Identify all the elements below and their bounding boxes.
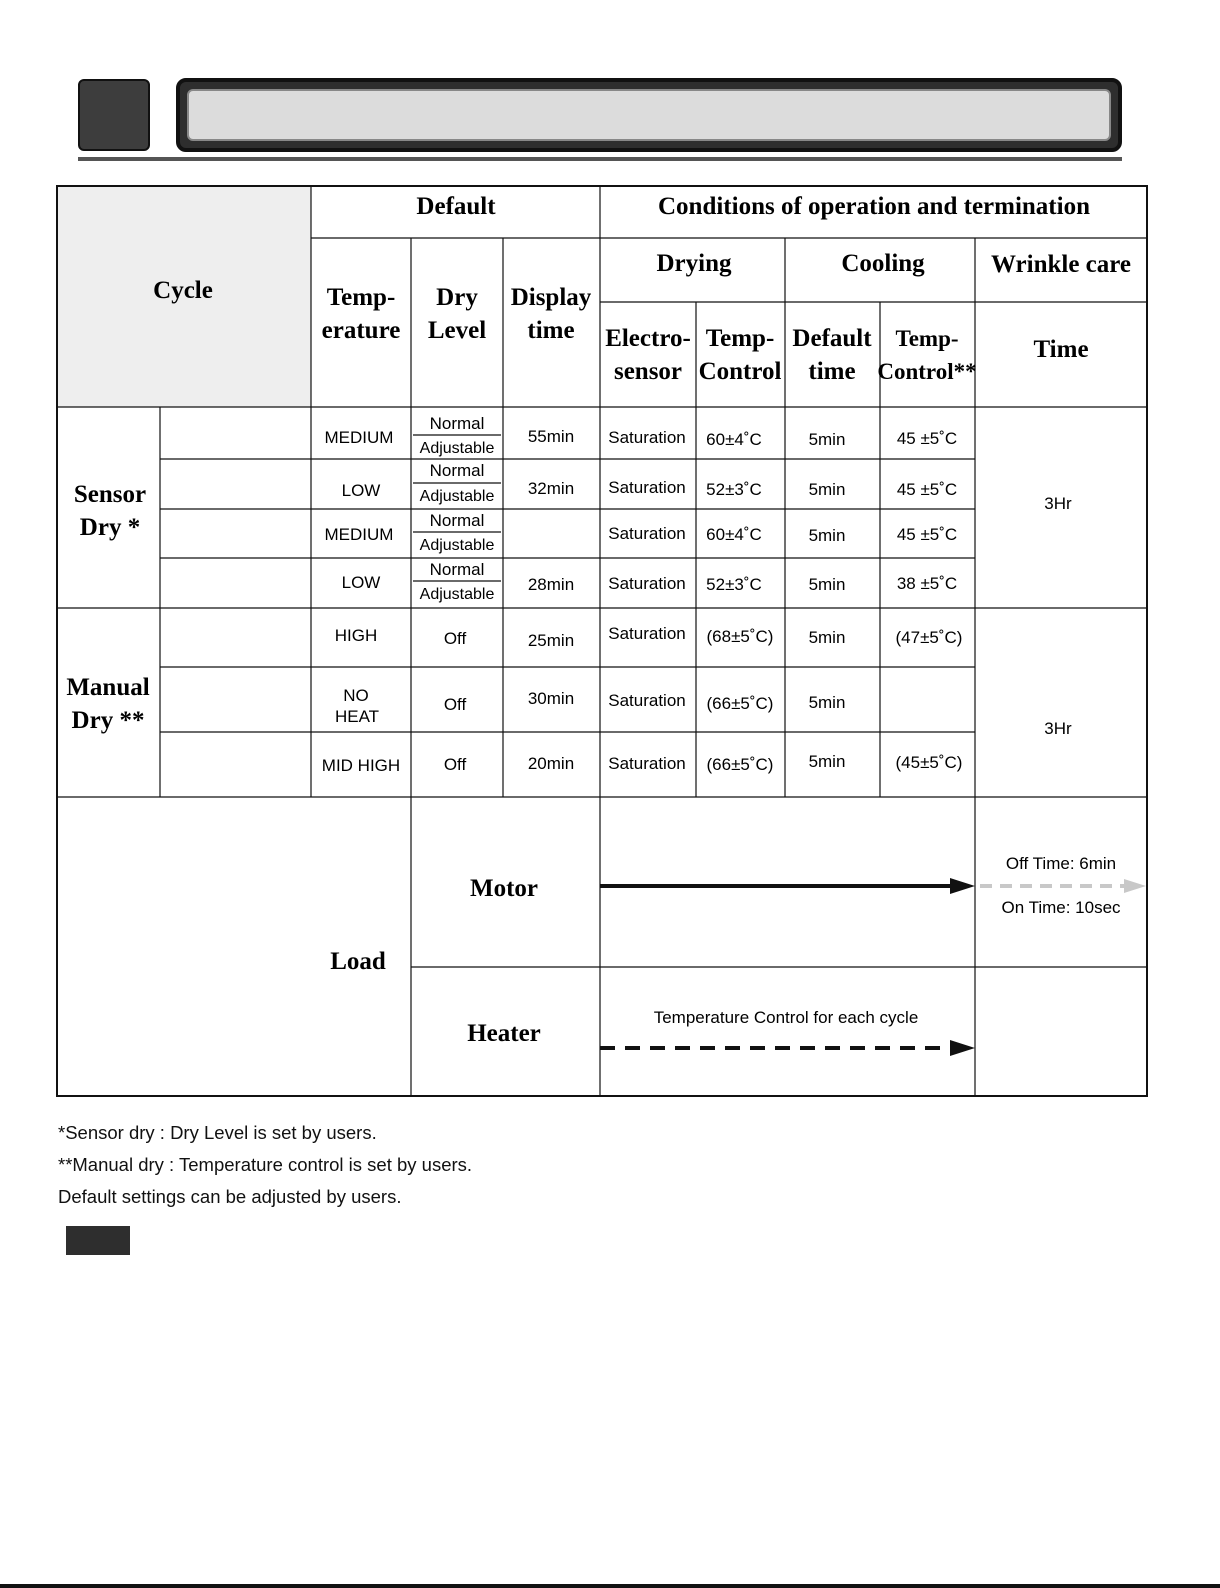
electro-sensor-cell: Saturation [608,478,686,497]
default-time-cell: 5min [808,480,846,499]
electro-sensor-cell: Saturation [608,624,686,643]
temperature-cell-line1: NO [343,686,369,705]
electro-sensor-cell: Saturation [608,754,686,773]
electro-sensor-cell: Saturation [608,691,686,710]
electro-sensor-header-line2: sensor [613,358,683,385]
default-header: Default [416,193,496,220]
load-label: Load [330,948,386,975]
drying-header: Drying [656,250,732,277]
display-time-header-line1: Display [510,284,592,311]
conditions-header: Conditions of operation and termination [658,193,1090,220]
dry-level-adjustable: Adjustable [419,440,495,457]
default-time-cell: 5min [808,575,846,594]
temp-control-cell: (66±5˚C) [706,694,774,713]
dry-level-cell: Off [443,695,467,714]
motor-label: Motor [469,875,539,902]
electro-sensor-cell: Saturation [608,428,686,447]
temp-control-cell: 52±3˚C [706,480,762,499]
dry-level-normal: Normal [429,560,485,579]
temp-control-cell: (68±5˚C) [706,627,774,646]
note-marker-block [66,1226,130,1255]
temp-control-header-line1: Temp- [705,325,775,352]
temp-control-cell: 60±4˚C [706,525,762,544]
table-row [322,752,963,775]
cooling-temp-control-header-line2: Control** [877,359,977,384]
display-time-cell: 30min [527,689,575,708]
default-time-header-line2: time [808,358,856,385]
dry-level-cell: Off [443,629,467,648]
display-time-cell: 55min [527,427,575,446]
temp-control-cell: (66±5˚C) [706,755,774,774]
temperature-cell: LOW [341,573,381,592]
sensor-dry-label-line1: Sensor [73,481,147,508]
electro-sensor-cell: Saturation [608,574,686,593]
cooling-header: Cooling [841,250,925,277]
temperature-cell-line2: HEAT [334,707,380,726]
temperature-cell: MEDIUM [324,428,394,447]
cooling-temp-cell: (45±5˚C) [895,753,963,772]
cooling-temp-cell: (47±5˚C) [895,628,963,647]
temperature-cell: MEDIUM [324,525,394,544]
temperature-header-line1: Temp- [326,284,396,311]
sensor-dry-label-line2: Dry * [79,514,141,541]
cooling-temp-cell: 45 ±5˚C [896,525,958,544]
display-time-cell: 20min [527,754,575,773]
motor-drying-arrow-head [950,878,975,894]
electro-sensor-cell: Saturation [608,524,686,543]
motor-wrinkle-arrow-head [1124,879,1146,893]
manual-dry-label-line2: Dry ** [71,707,145,734]
heater-label: Heater [467,1020,541,1047]
temp-control-cell: 60±4˚C [706,430,762,449]
temp-control-cell: 52±3˚C [706,575,762,594]
footnote-defaults: Default settings can be adjusted by users. [58,1186,402,1207]
display-time-cell: 25min [527,631,575,650]
footnote-manual-dry: **Manual dry : Temperature control is set by users. [58,1154,473,1175]
dry-level-header-line2: Level [427,317,487,344]
default-time-cell: 5min [808,430,846,449]
default-time-cell: 5min [808,693,846,712]
temperature-cell: MID HIGH [321,756,401,775]
cooling-temp-cell: 45 ±5˚C [896,429,958,448]
footnote-sensor-dry: *Sensor dry : Dry Level is set by users. [58,1122,377,1143]
cooling-temp-cell: 38 ±5˚C [896,574,958,593]
sensor-wrinkle-time: 3Hr [1044,494,1072,513]
default-time-cell: 5min [808,628,846,647]
default-time-cell: 5min [808,752,846,771]
table-row [335,624,963,650]
manual-wrinkle-time: 3Hr [1044,719,1072,738]
wrinkle-care-header: Wrinkle care [990,251,1132,278]
on-time-label: On Time: 10sec [1001,898,1121,917]
heater-arrow-head [950,1040,975,1056]
dry-level-header-line1: Dry [436,284,478,311]
display-time-cell: 28min [527,575,575,594]
temperature-cell: HIGH [334,626,378,645]
temperature-header-line2: erature [321,317,401,344]
dry-level-adjustable: Adjustable [419,537,495,554]
default-time-cell: 5min [808,526,846,545]
default-time-header-line1: Default [792,325,872,352]
wrinkle-time-header: Time [1033,336,1089,363]
electro-sensor-header-line1: Electro- [605,325,691,352]
bottom-rule [0,1584,1220,1588]
dry-level-adjustable: Adjustable [419,586,495,603]
dry-level-adjustable: Adjustable [419,488,495,505]
dry-level-normal: Normal [429,461,485,480]
heater-note: Temperature Control for each cycle [653,1008,919,1027]
cooling-temp-cell: 45 ±5˚C [896,480,958,499]
display-time-header-line2: time [527,317,575,344]
cycle-header: Cycle [153,277,213,304]
cooling-temp-control-header-line1: Temp- [895,326,959,351]
dry-level-normal: Normal [429,414,485,433]
manual-dry-label-line1: Manual [66,674,150,701]
off-time-label: Off Time: 6min [1005,854,1117,873]
dry-level-cell: Off [443,755,467,774]
temp-control-header-line2: Control [698,358,782,385]
temperature-cell: LOW [341,481,381,500]
footnotes [58,1117,472,1213]
display-time-cell: 32min [527,479,575,498]
dry-level-normal: Normal [429,511,485,530]
